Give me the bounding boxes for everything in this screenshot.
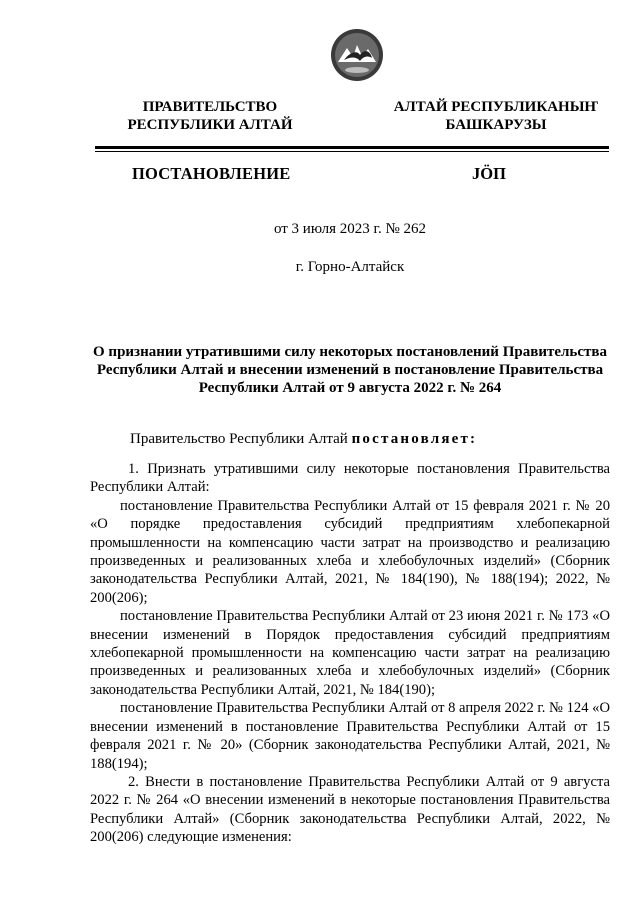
body-paragraph-2: постановление Правительства Республики Алтай от 15 февраля 2021 г. № 20 «О порядке предоставления субсидий предприятиям хлебопекарной промышленности на компенсацию части затрат на производство и реализацию произведенных и реализованных хлеба и хлебобулочных изделий» (Сборник законодательства Республики Алтай, 2021, № 184(190), № 188(194); 2022, № 200(206); bbox=[90, 497, 610, 606]
body-paragraph-4: постановление Правительства Республики Алтай от 8 апреля 2022 г. № 124 «О внесении изменений в постановление Правительства Республики Алтай от 15 февраля 2021 г. № 20» (Сборник законодательства Республики Алтай, 2021, № 188(194); bbox=[90, 700, 610, 772]
government-name-ru-line2: РЕСПУБЛИКИ АЛТАЙ bbox=[127, 117, 293, 133]
document-type-alt: JӦП bbox=[472, 164, 506, 183]
document-title-line2: Республики Алтай и внесении изменений в постановление Правительства bbox=[96, 362, 604, 378]
header-divider-thin bbox=[95, 151, 609, 152]
document-title bbox=[90, 343, 610, 397]
document-body bbox=[90, 460, 610, 847]
government-name-alt-line2: БАШКАРУЗЫ bbox=[445, 117, 547, 133]
body-paragraph-1: 1. Признать утратившими силу некоторые постановления Правительства Республики Алтай: bbox=[90, 461, 610, 496]
republic-emblem-icon bbox=[330, 28, 384, 82]
document-date-number: от 3 июля 2023 г. № 262 bbox=[273, 221, 427, 237]
government-name-ru bbox=[106, 98, 314, 134]
government-name-alt bbox=[382, 98, 610, 134]
preamble-emphasis: постановляет: bbox=[351, 431, 478, 447]
document-title-line3: Республики Алтай от 9 августа 2022 г. № 264 bbox=[198, 380, 502, 396]
document-title-line1: О признании утратившими силу некоторых постановлений Правительства bbox=[93, 344, 607, 360]
government-name-ru-line1: ПРАВИТЕЛЬСТВО bbox=[142, 99, 278, 115]
body-paragraph-5: 2. Внести в постановление Правительства Республики Алтай от 9 августа 2022 г. № 264 «О внесении изменений в некоторые постановления Правительства Республики Алтай» (Сборник законодательства Республики Алтай, 2022, № 200(206) следующие изменения: bbox=[90, 773, 610, 846]
document-type-ru: ПОСТАНОВЛЕНИЕ bbox=[132, 164, 291, 183]
header-divider-thick bbox=[95, 146, 609, 149]
body-paragraph-3: постановление Правительства Республики Алтай от 23 июня 2021 г. № 173 «О внесении изменений в Порядок предоставления субсидий предприятиям хлебопекарной промышленности на компенсацию части затрат на реализацию произведенных и реализованных хлеба и хлебобулочных изделий» (Сборник законодательства Республики Алтай, 2021, № 184(190); bbox=[90, 608, 610, 698]
document-city: г. Горно-Алтайск bbox=[295, 259, 405, 275]
preamble-text: Правительство Республики Алтай bbox=[130, 431, 352, 447]
preamble bbox=[130, 431, 477, 448]
government-name-alt-line1: АЛТАЙ РЕСПУБЛИКАНЫҤ bbox=[393, 99, 599, 115]
